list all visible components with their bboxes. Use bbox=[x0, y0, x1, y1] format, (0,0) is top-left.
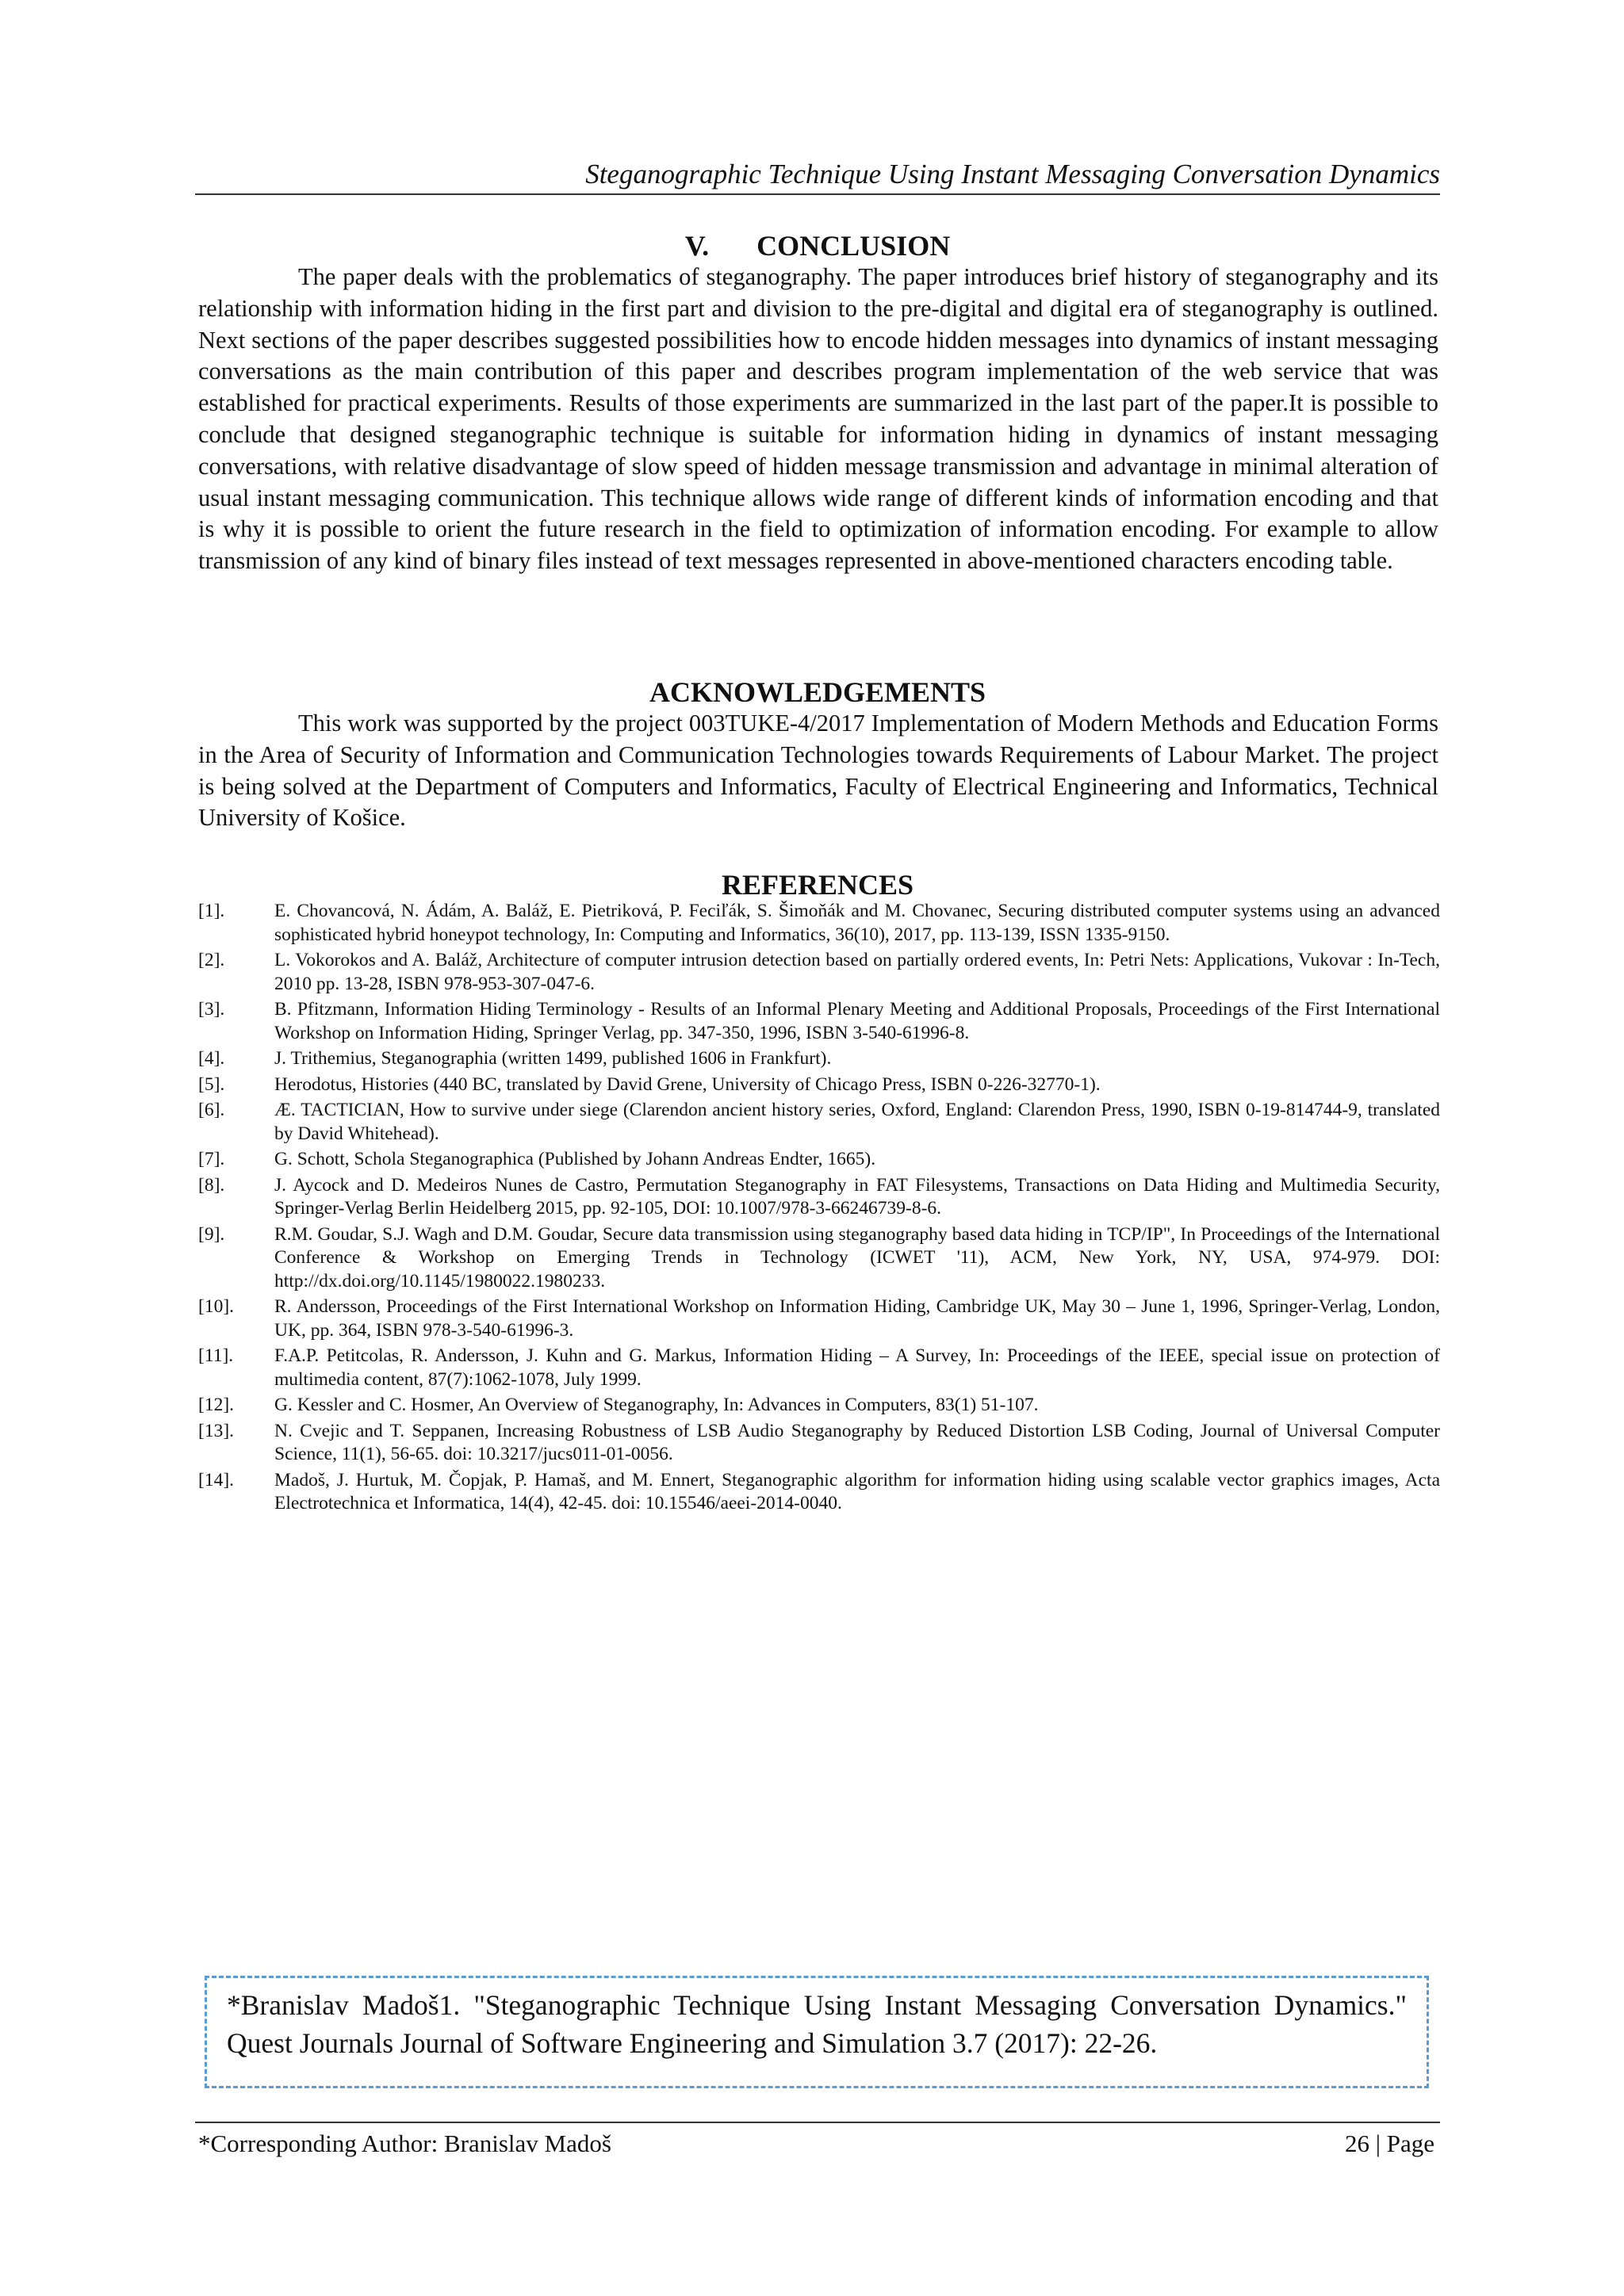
reference-item bbox=[198, 1345, 1440, 1391]
reference-item bbox=[198, 1174, 1440, 1221]
page-number: 26 | Page bbox=[1345, 2130, 1434, 2157]
reference-number: [3]. bbox=[198, 999, 225, 1020]
reference-text: N. Cvejic and T. Seppanen, Increasing Robustness of LSB Audio Steganography by Reduced Distortion LSB Coding, Journal of Universal Computer Science, 11(1), 56-65. doi: 10.3217/jucs011-01-0056. bbox=[274, 1420, 1440, 1464]
reference-text: Madoš, J. Hurtuk, M. Čopjak, P. Hamaš, and M. Ennert, Steganographic algorithm for information hiding using scalable vector graphics images, Acta Electrotechnica et Informatica, 14(4), 42-45. doi: 10.15546/aeei-2014-0040. bbox=[274, 1469, 1440, 1513]
reference-number: [10]. bbox=[198, 1296, 235, 1317]
reference-number: [13]. bbox=[198, 1420, 235, 1441]
reference-item bbox=[198, 1420, 1440, 1467]
reference-item bbox=[198, 1295, 1440, 1342]
reference-text: E. Chovancová, N. Ádám, A. Baláž, E. Pietriková, P. Feciľák, S. Šimoňák and M. Chovanec, Securing distributed computer systems using an advanced sophisticated hybrid honeypot technology, In: Computing and Informatics, 36(10), 2017, pp. 113-139, ISSN 1335-9150. bbox=[274, 901, 1440, 945]
reference-number: [12]. bbox=[198, 1395, 235, 1415]
reference-number: [4]. bbox=[198, 1048, 225, 1069]
reference-text: G. Schott, Schola Steganographica (Published by Johann Andreas Endter, 1665). bbox=[274, 1149, 876, 1169]
conclusion-number: V. bbox=[684, 230, 710, 262]
reference-item bbox=[198, 1148, 1440, 1172]
reference-text: F.A.P. Petitcolas, R. Andersson, J. Kuhn and G. Markus, Information Hiding – A Survey, In: Proceedings of the IEEE, special issue on protection of multimedia content, 87(7):1062-1078, July 1999. bbox=[274, 1345, 1440, 1390]
reference-item bbox=[198, 900, 1440, 947]
reference-number: [2]. bbox=[198, 950, 225, 970]
footer-rule bbox=[195, 2122, 1440, 2123]
reference-number: [8]. bbox=[198, 1174, 225, 1196]
reference-text: G. Kessler and C. Hosmer, An Overview of Steganography, In: Advances in Computers, 83(1) 51-107. bbox=[274, 1395, 1039, 1415]
reference-number: [7]. bbox=[198, 1149, 225, 1169]
reference-item bbox=[198, 1469, 1440, 1516]
acknowledgements-heading: ACKNOWLEDGEMENTS bbox=[649, 676, 986, 708]
reference-item bbox=[198, 1073, 1440, 1097]
header-rule bbox=[195, 193, 1440, 195]
conclusion-title: CONCLUSION bbox=[756, 230, 951, 262]
reference-text: L. Vokorokos and A. Baláž, Architecture of computer intrusion detection based on partially ordered events, In: Petri Nets: Applications, Vukovar : In-Tech, 2010 pp. 13-28, ISBN 978-953-307-047-6. bbox=[274, 950, 1440, 994]
reference-text: J. Aycock and D. Medeiros Nunes de Castro, Permutation Steganography in FAT Filesystems, Transactions on Data Hiding and Multimedia Security, Springer-Verlag Berlin Heidelberg 2015, pp. 92-105, DOI: 10.1007/978-3-66246739-8-6. bbox=[274, 1174, 1440, 1219]
reference-number: [11]. bbox=[198, 1345, 234, 1366]
reference-text: J. Trithemius, Steganographia (written 1499, published 1606 in Frankfurt). bbox=[274, 1048, 832, 1069]
citation-text: *Branislav Madoš1. "Steganographic Technique Using Instant Messaging Conversation Dynamics." Quest Journals Journal of Software Engineering and Simulation 3.7 (2017): 22-26. bbox=[227, 1989, 1407, 2059]
references-list bbox=[198, 900, 1440, 1516]
reference-number: [6]. bbox=[198, 1100, 225, 1120]
reference-text: Æ. TACTICIAN, How to survive under siege (Clarendon ancient history series, Oxford, England: Clarendon Press, 1990, ISBN 0-19-814744-9, translated by David Whitehead). bbox=[274, 1100, 1440, 1144]
acknowledgements-paragraph: This work was supported by the project 003TUKE-4/2017 Implementation of Modern Methods and Education Forms in the Area of Security of Information and Communication Technologies towards Requirements of Labour Market. The project is being solved at the Department of Computers and Informatics, Faculty of Electrical Engineering and Informatics, Technical University of Košice. bbox=[198, 710, 1438, 832]
reference-item bbox=[198, 949, 1440, 996]
running-head-title: Steganographic Technique Using Instant Messaging Conversation Dynamics bbox=[585, 159, 1440, 189]
reference-item bbox=[198, 1099, 1440, 1146]
conclusion-paragraph: The paper deals with the problematics of steganography. The paper introduces brief history of steganography and its relationship with information hiding in the first part and division to the pre-digital and digital era of steganography is outlined. Next sections of the paper describes suggested possibilities how to encode hidden messages into dynamics of instant messaging conversations as the main contribution of this paper and describes program implementation of the web service that was established for practical experiments. Results of those experiments are summarized in the last part of the paper.It is possible to conclude that designed steganographic technique is suitable for information hiding in dynamics of instant messaging conversations, with relative disadvantage of slow speed of hidden message transmission and advantage in minimal alteration of usual instant messaging communication. This technique allows wide range of different kinds of information encoding and that is why it is possible to orient the future research in the field to optimization of information encoding. For example to allow transmission of any kind of binary files instead of text messages represented in above-mentioned characters encoding table. bbox=[198, 263, 1438, 575]
reference-number: [1]. bbox=[198, 901, 225, 921]
reference-item bbox=[198, 998, 1440, 1045]
reference-item bbox=[198, 1047, 1440, 1071]
corresponding-author: *Corresponding Author: Branislav Madoš bbox=[198, 2130, 611, 2157]
reference-text: R.M. Goudar, S.J. Wagh and D.M. Goudar, Secure data transmission using steganography based data hiding in TCP/IP", In Proceedings of the International Conference & Workshop on Emerging Trends in Technology (ICWET '11), ACM, New York, NY, USA, 974-979. DOI: http://dx.doi.org/10.1145/1980022.1980233. bbox=[274, 1223, 1440, 1292]
reference-number: [14]. bbox=[198, 1469, 235, 1490]
references-heading: REFERENCES bbox=[721, 869, 914, 901]
conclusion-heading bbox=[195, 228, 1440, 263]
reference-number: [9]. bbox=[198, 1223, 225, 1245]
reference-number: [5]. bbox=[198, 1073, 225, 1095]
reference-item bbox=[198, 1223, 1440, 1294]
reference-text: Herodotus, Histories (440 BC, translated by David Grene, University of Chicago Press, ISBN 0-226-32770-1). bbox=[274, 1073, 1101, 1095]
reference-item bbox=[198, 1394, 1440, 1418]
reference-text: B. Pfitzmann, Information Hiding Terminology - Results of an Informal Plenary Meeting and Additional Proposals, Proceedings of the First International Workshop on Information Hiding, Springer Verlag, pp. 347-350, 1996, ISBN 3-540-61996-8. bbox=[274, 999, 1440, 1043]
reference-text: R. Andersson, Proceedings of the First International Workshop on Information Hiding, Cambridge UK, May 30 – June 1, 1996, Springer-Verlag, London, UK, pp. 364, ISBN 978-3-540-61996-3. bbox=[274, 1296, 1440, 1341]
